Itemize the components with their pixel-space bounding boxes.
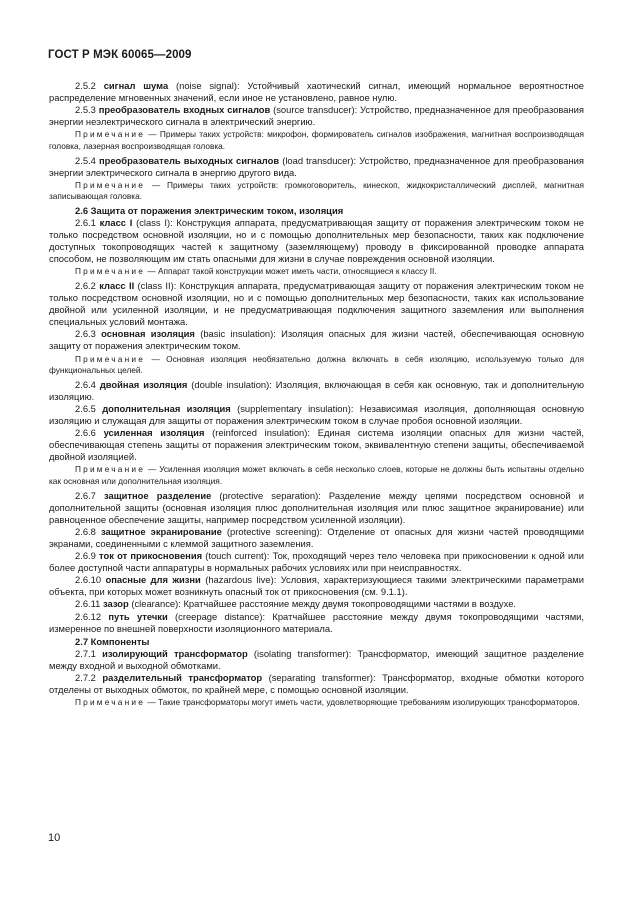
document-body	[49, 80, 584, 711]
clause-number: 2.5.4	[75, 154, 96, 166]
clause-2-6-11	[49, 598, 584, 610]
note-2-5-4	[49, 180, 584, 203]
definition: (class II): Конструкция аппарата, предусматривающая защиту от поражения электрическим током не только посредством основной изоляции, но и с помощью дополнительных мер безопасности, таких как использование двойной или усиленной изоляции, и не предусматривающая подключения защитного заземления или выполнения специальных условий монтажа.	[49, 280, 585, 328]
term: усиленная изоляция	[103, 427, 205, 439]
note-text: — Такие трансформаторы могут иметь части, удовлетворяющие требованиям изолирующих трансформаторов.	[145, 697, 580, 708]
clause-number: 2.5.3	[75, 104, 96, 116]
definition: (separating transformer): Трансформатор, входные обмотки которого отделены от выходных обмоток, по крайней мере, с помощью основной изоляции.	[49, 672, 584, 696]
clause-number: 2.6.2	[75, 280, 96, 291]
clause-2-5-3	[49, 104, 584, 128]
note-label: Примечание	[75, 464, 146, 475]
clause-number: 2.6.1	[75, 217, 96, 229]
term: защитное экранирование	[100, 525, 222, 537]
note-label: Примечание	[75, 353, 146, 364]
definition: (source transducer): Устройство, предназначенное для преобразования энергии неэлектрического сигнала в электрический энергию.	[49, 104, 584, 128]
definition: (isolating transformer): Трансформатор, имеющий защитное разделение между входной и выходной обмотками.	[49, 647, 585, 671]
note-label: Примечание	[75, 129, 146, 140]
definition: (clearance): Кратчайшее расстояние между двумя токопроводящими частями в воздухе.	[128, 598, 517, 610]
definition: (load transducer): Устройство, предназначенное для преобразования энергии электрического сигнала в энергию другого вида.	[49, 154, 584, 178]
term: класс I	[99, 217, 133, 229]
clause-2-6-3	[49, 328, 584, 352]
clause-2-6-5	[49, 403, 584, 427]
term: преобразователь выходных сигналов	[98, 154, 280, 166]
note-2-5-3	[49, 129, 584, 152]
clause-2-6-12	[49, 611, 584, 635]
note-text: — Основная изоляция необязательно должна включать в себя изоляцию, используемую только для функциональных целей.	[49, 353, 584, 376]
term: изолирующий трансформатор	[102, 647, 248, 659]
term: разделительный трансформатор	[102, 672, 263, 683]
note-text: — Примеры таких устройств: громкоговоритель, кинескоп, жидкокристаллический дисплей, магнитная записывающая головка.	[49, 179, 584, 202]
definition: (hazardous live): Условия, характеризующиеся такими электрическими параметрами объекта, при которых может возникнуть опасный ток от прикосновения (см. 9.1.1).	[49, 574, 584, 598]
section-heading-2-6: 2.6 Защита от поражения электрическим током, изоляция	[75, 204, 344, 216]
clause-number: 2.6.12	[75, 610, 102, 622]
note-2-6-6	[49, 464, 584, 487]
definition: (protective screening): Отделение от опасных для жизни частей проводящими экранами, соединенными с клеммой защитного заземления.	[49, 525, 585, 549]
note-text: — Аппарат такой конструкции может иметь части, относящиеся к классу II.	[145, 266, 437, 277]
term: опасные для жизни	[105, 574, 201, 586]
note-2-7-2	[49, 697, 584, 709]
section-heading-2-7: 2.7 Компоненты	[75, 635, 150, 647]
clause-2-5-2	[49, 80, 584, 104]
clause-number: 2.6.3	[75, 328, 96, 340]
clause-number: 2.7.2	[75, 672, 96, 683]
clause-number: 2.6.10	[75, 574, 102, 586]
clause-number: 2.6.7	[75, 489, 96, 501]
clause-number: 2.6.5	[75, 402, 96, 414]
term: класс II	[99, 280, 135, 291]
definition: (double insulation): Изоляция, включающая в себя как основную, так и дополнительную изоляцию.	[49, 378, 585, 402]
clause-number: 2.6.6	[75, 427, 96, 439]
term: путь утечки	[108, 610, 168, 622]
clause-number: 2.6.8	[75, 525, 96, 537]
clause-number: 2.7.1	[75, 647, 96, 659]
clause-2-7-1	[49, 648, 584, 672]
definition: (protective separation): Разделение между цепями посредством основной и дополнительной защиты (основная изоляция плюс дополнительная изоляция или плюс защитное экранирование) или равноценное обеспечение защиты, например посредством усиленной изоляции).	[49, 489, 584, 525]
note-text: — Примеры таких устройств: микрофон, формирователь сигналов изображения, магнитная воспроизводящая головка, лазерная воспроизводящая головка.	[49, 129, 584, 151]
definition: (creepage distance): Кратчайшее расстояние между двумя токопроводящими частями, измеренное по внешней поверхности изоляционного материала.	[49, 610, 585, 634]
definition: (supplementary insulation): Независимая изоляция, дополняющая основную изоляцию и служащая для защиты от поражения электрическим током в случае пробоя основной изоляции.	[49, 402, 584, 427]
term: дополнительная изоляция	[102, 402, 231, 414]
term: двойная изоляция	[99, 378, 188, 390]
note-label: Примечание	[75, 697, 146, 708]
definition: (noise signal): Устойчивый хаотический сигнал, имеющий нормальное вероятностное распределение мгновенных значений, если иное не установлено, равное нулю.	[49, 80, 584, 104]
note-text: — Усиленная изоляция может включать в себя несколько слоев, которые не должны быть испытаны отдельно как основная или дополнительная изоляция.	[49, 464, 584, 486]
page-number: 10	[48, 832, 61, 844]
note-2-6-1	[49, 266, 584, 278]
clause-2-6-1	[49, 217, 584, 265]
clause-number: 2.6.9	[75, 550, 96, 562]
definition: (reinforced insulation): Единая система изоляции опасных для жизни частей, обеспечивающая степень защиты от поражения электрическим током, эквивалентную степени защиты, обеспечиваемой двойной изоляцией.	[49, 427, 584, 463]
clause-2-6-4	[49, 379, 584, 403]
clause-2-6-9	[49, 550, 584, 574]
definition: (basic insulation): Изоляция опасных для жизни частей, обеспечивающая основную защиту от поражения электрическим током.	[49, 328, 584, 352]
term: зазор	[102, 598, 129, 610]
document-header: ГОСТ Р МЭК 60065—2009	[48, 49, 192, 61]
clause-2-7-2	[49, 672, 584, 696]
term: защитное разделение	[103, 489, 212, 501]
term: сигнал шума	[103, 80, 169, 91]
clause-2-6-2	[49, 280, 584, 328]
note-2-6-3	[49, 354, 584, 377]
clause-number: 2.5.2	[75, 80, 96, 91]
clause-number: 2.6.11	[75, 598, 101, 610]
definition: (class I): Конструкция аппарата, предусматривающая защиту от поражения электрическим током не только посредством основной изоляции, но и с помощью дополнительных мер безопасности, таких как подключение доступных токопроводящих частей к защитному (заземляющему) проводу в фиксированной проводке аппарата способом, не позволяющим им стать опасными для жизни в случае повреждения основной изоляции.	[49, 217, 584, 265]
term: основная изоляция	[101, 328, 195, 340]
term: преобразователь входных сигналов	[98, 104, 271, 116]
clause-2-6-8	[49, 526, 584, 550]
clause-2-6-10	[49, 574, 584, 598]
clause-2-5-4	[49, 155, 584, 179]
note-label: Примечание	[75, 266, 146, 277]
definition: (touch current): Ток, проходящий через тело человека при прикосновении к одной или более доступной части аппаратуры в нормальных рабочих условиях или при неисправностях.	[49, 550, 584, 574]
note-label: Примечание	[75, 179, 146, 190]
clause-number: 2.6.4	[75, 378, 96, 390]
clause-2-6-7	[49, 490, 584, 526]
clause-2-6-6	[49, 427, 584, 463]
term: ток от прикосновения	[99, 550, 203, 562]
